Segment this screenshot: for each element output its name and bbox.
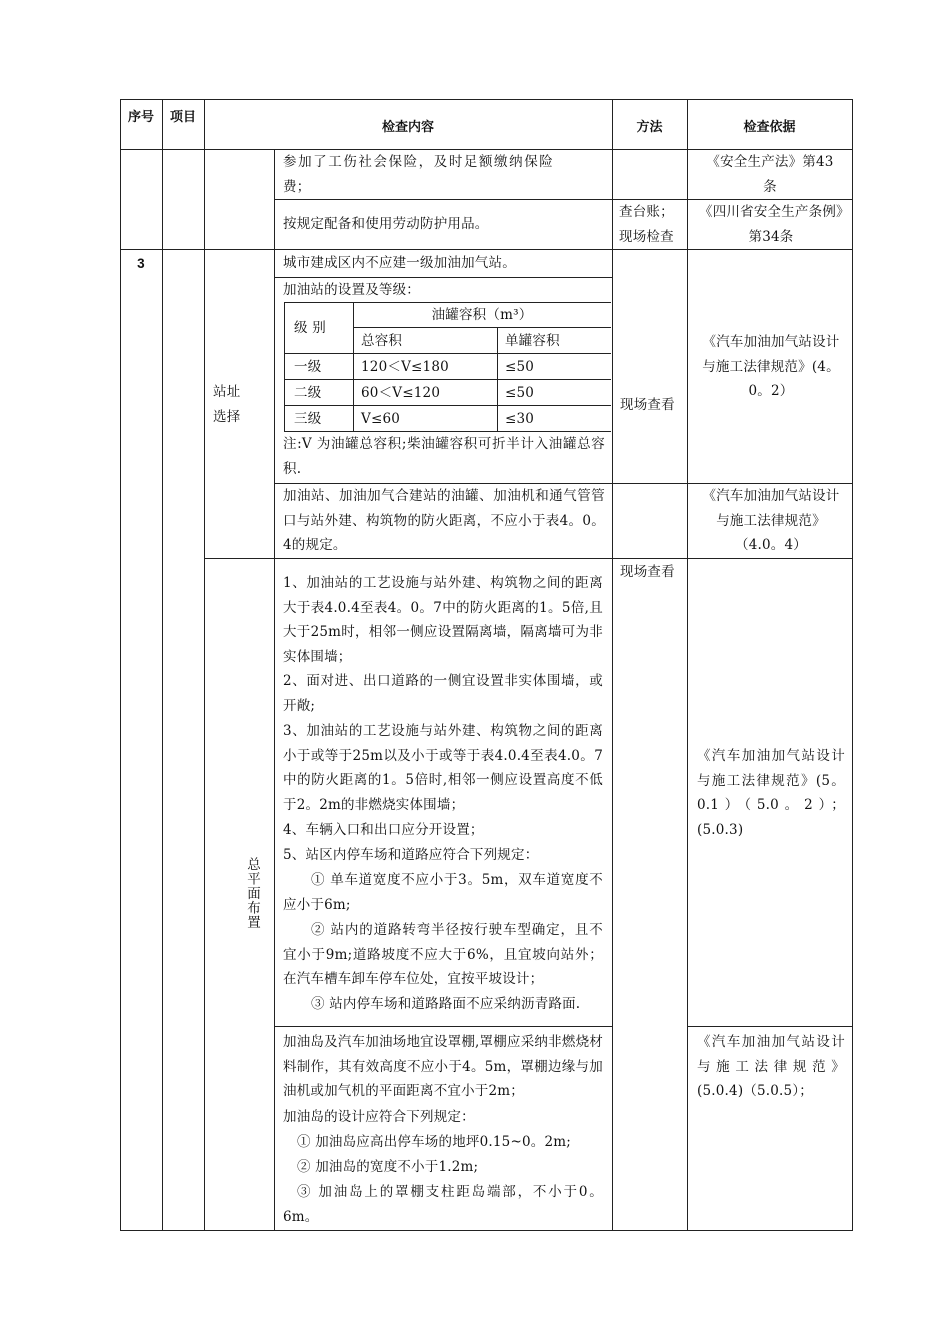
basis-sichuan-34: 《四川省安全生产条例》第34条	[699, 204, 843, 245]
col-line	[612, 99, 613, 1230]
method-ledger-check: 查台账；现场检查	[619, 204, 674, 245]
content-fire-distance: 加油站、加油加气合建站的油罐、加油机和通气管管口与站外建、构筑物的防火距离，不应小于表4。0。4的规定。	[283, 488, 605, 553]
grade-row-3-total: V≤60	[361, 411, 401, 427]
row-line	[274, 1026, 612, 1027]
capacity-header: 油罐容积（m³）	[431, 307, 533, 323]
basis-safety-law-43: 《安全生产法》第43条	[706, 154, 834, 195]
layout-sub-turn-radius: ② 站内的道路转弯半径按行驶车型确定，且不宜小于9m;道路坡度不应大于6%，且宜坡向站外；在汽车槽车卸车停车位处，宜按平坡设计；	[283, 922, 603, 987]
layout-point-4: 4、车辆入口和出口应分开设置；	[283, 822, 484, 838]
row-line	[120, 249, 853, 250]
layout-point-5: 5、站区内停车场和道路应符合下列规定：	[283, 847, 539, 863]
basis-station-code-404: 《汽车加油加气站设计与施工法律规范》（4.0。4）	[702, 488, 840, 553]
content-grade-note: 注:V 为油罐总容积;柴油罐容积可折半计入油罐总容积.	[283, 436, 605, 477]
content-insurance: 参加了工伤社会保险，及时足额缴纳保险费；	[283, 154, 553, 195]
single-tank-header: 单罐容积	[505, 333, 560, 349]
header-item: 项目	[170, 109, 197, 124]
layout-island-width: ② 加油岛的宽度不小于1.2m;	[297, 1159, 479, 1175]
method-site-inspection: 现场查看	[620, 397, 675, 413]
basis-station-code-501: 《汽车加油加气站设计与施工法律规范》(5。0.1）（5.0。2）；(5.0.3)	[697, 748, 845, 838]
layout-point-2: 2、面对进、出口道路的一侧宜设置非实体围墙，或开敞;	[283, 673, 603, 714]
grade-row-2-grade: 二级	[294, 385, 322, 401]
col-line	[162, 99, 163, 1230]
content-no-first-class: 城市建成区内不应建一级加油加气站。	[283, 255, 516, 271]
header-seq: 序号	[128, 109, 155, 124]
row-line	[204, 558, 853, 559]
table-border-bottom	[120, 1230, 853, 1231]
row-line	[687, 1026, 853, 1027]
label-site-selection: 站址选择	[213, 384, 241, 425]
total-volume-header: 总容积	[361, 333, 403, 349]
method-layout-inspection: 现场查看	[620, 564, 675, 580]
header-basis: 检查依据	[743, 119, 796, 134]
layout-canopy: 加油岛及汽车加油场地宜设罩棚,罩棚应采纳非燃烧材料制作，其有效高度不应小于4。5m，罩棚边缘与加油机或加气机的平面距离不宜小于2m；	[283, 1034, 603, 1099]
header-content: 检查内容	[381, 119, 434, 134]
grade-row-1-single: ≤50	[505, 359, 535, 375]
row-seq-3: 3	[137, 256, 145, 271]
basis-station-code-402: 《汽车加油加气站设计与施工法律规范》(4。0。2）	[702, 334, 840, 399]
table-border-top	[120, 99, 853, 100]
grade-header: 级 别	[294, 320, 326, 336]
layout-point-1: 1、加油站的工艺设施与站外建、构筑物之间的距离大于表4.0.4至表4。0。7中的防火距离的1。5倍,且大于25m时，相邻一侧应设置隔离墙，隔离墙可为非实体围墙；	[283, 575, 603, 665]
header-method: 方法	[636, 119, 663, 134]
layout-island-title: 加油岛的设计应符合下列规定：	[283, 1109, 475, 1125]
grade-row-3-grade: 三级	[294, 411, 322, 427]
grade-table	[284, 302, 611, 431]
layout-sub-road-surface: ③ 站内停车场和道路路面不应采纳沥青路面.	[311, 996, 581, 1012]
layout-island-height: ① 加油岛应高出停车场的地坪0.15~0。2m;	[297, 1134, 571, 1150]
content-ppe: 按规定配备和使用劳动防护用品。	[283, 216, 489, 232]
label-general-layout: 总平面布置	[244, 857, 260, 930]
layout-sub-lane-width: ① 单车道宽度不应小于3。5m，双车道宽度不应小于6m;	[283, 872, 603, 913]
grade-row-3-single: ≤30	[505, 411, 535, 427]
grade-row-2-single: ≤50	[505, 385, 535, 401]
grade-row-1-total: 120＜V≤180	[361, 359, 449, 375]
col-line	[204, 99, 205, 1230]
table-border-right	[852, 99, 853, 1230]
col-line	[274, 149, 275, 1230]
basis-station-code-504: 《汽车加油加气站设计与施工法律规范》(5.0.4)（5.0.5）；	[697, 1034, 845, 1099]
grade-row-2-total: 60＜V≤120	[361, 385, 441, 401]
layout-point-3: 3、加油站的工艺设施与站外建、构筑物之间的距离小于或等于25m以及小于或等于表4.0.4至表4.0。7中的防火距离的1。5倍时,相邻一侧应设置高度不低于2。2m的非燃烧实体围墙；	[283, 723, 603, 813]
layout-canopy-column: ③ 加油岛上的罩棚支柱距岛端部，不小于0。6m。	[283, 1184, 603, 1225]
content-station-grade-title: 加油站的设置及等级：	[283, 282, 420, 298]
grade-row-1-grade: 一级	[294, 359, 322, 375]
col-line	[687, 99, 688, 1230]
